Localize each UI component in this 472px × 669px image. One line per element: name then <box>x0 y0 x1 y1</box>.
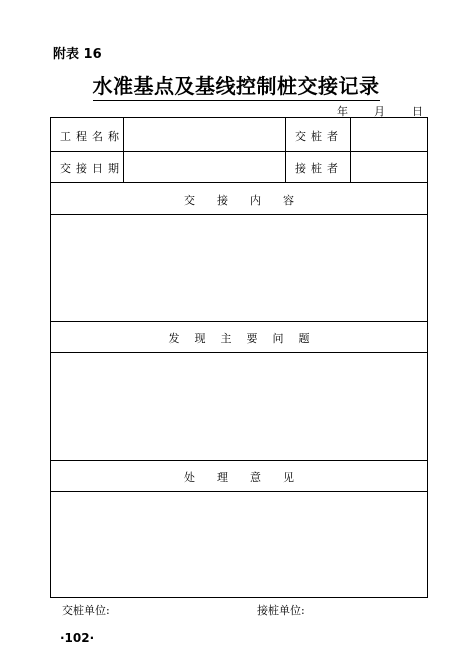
resolution-area[interactable] <box>51 492 427 597</box>
handover-content-area[interactable] <box>51 215 427 321</box>
row-divider <box>51 460 427 461</box>
page-title <box>0 70 472 99</box>
handover-date-field[interactable] <box>124 152 285 182</box>
handover-unit-label: 交桩单位: <box>62 604 110 617</box>
received-by-label: 接桩者 <box>295 162 343 175</box>
column-divider <box>285 118 286 182</box>
section-heading-resolution: 处理意见 <box>184 471 316 484</box>
row-divider <box>51 321 427 322</box>
appendix-label: 附表 16 <box>53 47 102 62</box>
title-text: 水准基点及基线控制桩交接记录 <box>93 74 380 101</box>
page-number: ·102· <box>60 631 95 645</box>
handover-by-label: 交桩者 <box>295 130 343 143</box>
main-issues-area[interactable] <box>51 353 427 460</box>
project-name-field[interactable] <box>124 118 285 151</box>
receiving-unit-label: 接桩单位: <box>257 604 305 617</box>
section-heading-main-issues: 发现主要问题 <box>168 332 325 345</box>
handover-form-table <box>50 117 428 598</box>
project-name-label: 工程名称 <box>60 130 124 143</box>
handover-by-field[interactable] <box>351 118 427 151</box>
date-month-label: 月 <box>374 105 385 118</box>
date-year-label: 年 <box>337 105 348 118</box>
handover-date-label: 交接日期 <box>60 162 124 175</box>
section-heading-handover-content: 交接内容 <box>184 194 316 207</box>
row-divider <box>51 182 427 183</box>
received-by-field[interactable] <box>351 152 427 182</box>
date-day-label: 日 <box>412 105 423 118</box>
